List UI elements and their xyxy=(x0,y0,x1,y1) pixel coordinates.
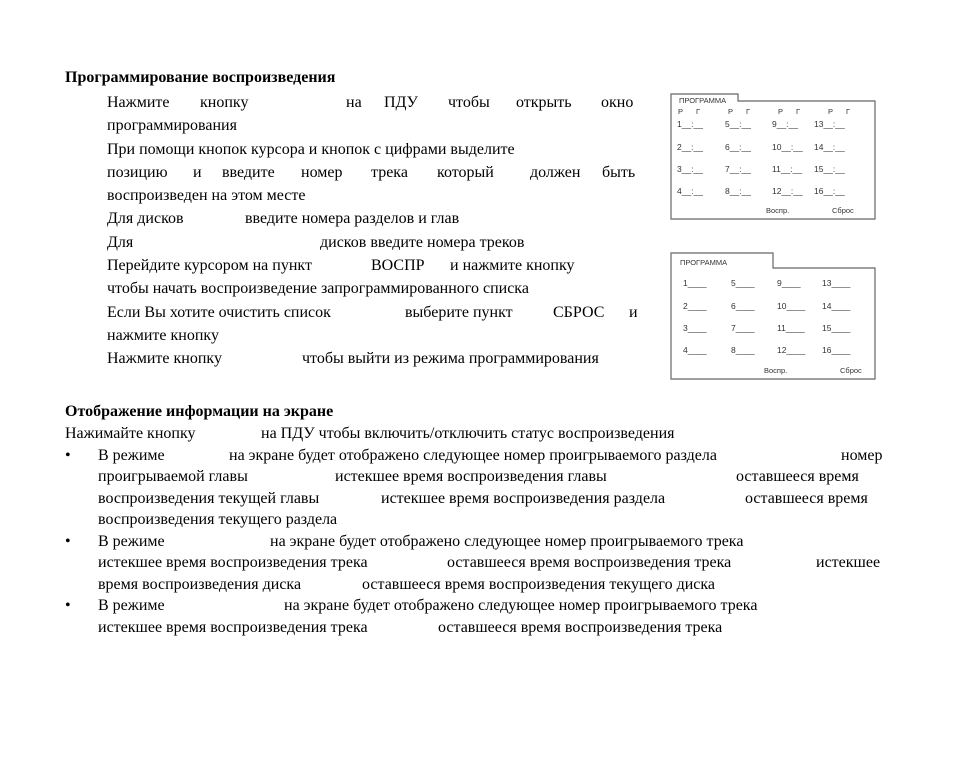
program-slot[interactable]: 4____ xyxy=(683,345,707,355)
info-line xyxy=(65,509,890,531)
info-text: на экране будет отображено следующее номер проигрываемого раздела xyxy=(229,446,717,464)
screen1-title: ПРОГРАММА xyxy=(679,96,727,105)
screen2-play-button[interactable]: Воспр. xyxy=(764,366,788,375)
instruction-text: Если Вы хотите очистить список xyxy=(107,303,331,321)
instruction-text: СБРОС xyxy=(553,303,605,321)
instruction-line xyxy=(107,231,639,254)
info-text: на экране будет отображено следующее номер проигрываемого трека xyxy=(284,597,758,614)
program-slot[interactable]: 14____ xyxy=(822,301,851,311)
program-slot[interactable]: 11__:__ xyxy=(772,164,803,174)
instruction-text: Нажмите кнопку xyxy=(107,350,222,368)
bullet-icon: • xyxy=(65,597,71,614)
info-text: номер xyxy=(841,446,883,464)
instruction-text: выберите пункт xyxy=(405,303,513,321)
program-slot[interactable]: 10__:__ xyxy=(772,142,803,152)
programming-instructions xyxy=(107,91,639,371)
instruction-text: Для xyxy=(107,233,134,251)
program-slot[interactable]: 8__:__ xyxy=(725,186,751,196)
screen1-play-button[interactable]: Воспр. xyxy=(766,206,790,215)
program-slot[interactable]: 2____ xyxy=(683,301,707,311)
info-text: оставшееся время воспроизведения трека xyxy=(438,618,723,636)
program-slot[interactable]: 8____ xyxy=(731,345,755,355)
program-slot[interactable]: 13____ xyxy=(822,278,851,288)
instruction-text: позицию xyxy=(107,163,168,181)
instruction-text: Для дисков xyxy=(107,210,184,228)
instruction-text: на xyxy=(346,94,362,111)
program-slot[interactable]: 2__:__ xyxy=(677,142,703,152)
column-header-label: Р xyxy=(678,107,684,116)
instruction-text: Нажмите xyxy=(107,94,170,111)
instruction-line xyxy=(107,324,639,347)
info-text: В режиме xyxy=(98,532,165,550)
program-screen-cd xyxy=(670,252,878,382)
info-line xyxy=(65,423,890,445)
info-text: Нажимайте кнопку xyxy=(65,425,196,442)
column-header-label: Р xyxy=(828,107,834,116)
instruction-text: который xyxy=(437,163,494,181)
info-line xyxy=(65,488,890,510)
instruction-text: и xyxy=(629,303,638,321)
program-slot[interactable]: 3____ xyxy=(683,323,707,333)
info-text: на ПДУ чтобы включить/отключить статус воспроизведения xyxy=(261,425,675,442)
program-slot[interactable]: 15__:__ xyxy=(814,164,845,174)
program-slot[interactable]: 7____ xyxy=(731,323,755,333)
instruction-text: введите xyxy=(222,163,275,181)
screen2-reset-button[interactable]: Сброс xyxy=(840,366,862,375)
instruction-line xyxy=(107,138,639,161)
section-heading-programming: Программирование воспроизведения xyxy=(65,69,336,86)
program-screen-dvd xyxy=(670,93,878,221)
program-slot[interactable]: 9____ xyxy=(777,278,801,288)
info-line xyxy=(65,466,890,488)
instruction-line xyxy=(107,277,639,300)
program-slot[interactable]: 9__:__ xyxy=(772,119,798,129)
program-slot[interactable]: 16____ xyxy=(822,345,851,355)
program-slot[interactable]: 11____ xyxy=(777,323,805,333)
bullet-icon: • xyxy=(65,532,71,550)
program-slot[interactable]: 13__:__ xyxy=(814,119,845,129)
instruction-text: программирования xyxy=(107,117,237,135)
instruction-line xyxy=(107,161,639,184)
program-slot[interactable]: 16__:__ xyxy=(814,186,845,196)
info-text: воспроизведения текущего раздела xyxy=(98,511,338,528)
instruction-line xyxy=(107,91,639,114)
instruction-line xyxy=(107,254,639,277)
bullet-icon: • xyxy=(65,446,71,464)
info-text: В режиме xyxy=(98,597,165,614)
screen1-reset-button[interactable]: Сброс xyxy=(832,206,854,215)
info-text: оставшееся время воспроизведения текущего диска xyxy=(362,575,715,593)
column-header-label: Р xyxy=(728,107,734,116)
info-text: проигрываемой главы xyxy=(98,468,248,485)
instruction-text: введите номера разделов и глав xyxy=(245,210,460,228)
info-line xyxy=(65,574,890,596)
info-text: истекшее время воспроизведения трека xyxy=(98,618,368,636)
instruction-text: и нажмите кнопку xyxy=(450,257,575,275)
info-text: В режиме xyxy=(98,446,165,464)
instruction-text: ВОСПР xyxy=(371,257,425,275)
instruction-text: ПДУ xyxy=(384,94,418,111)
info-text: оставшееся время xyxy=(745,489,868,507)
instruction-text: кнопку xyxy=(200,94,249,111)
column-header-label: Г xyxy=(746,107,751,116)
info-text: истекшее время воспроизведения трека xyxy=(98,554,368,571)
instruction-text: При помощи кнопок курсора и кнопок с цифрами выделите xyxy=(107,140,515,158)
info-text: оставшееся время xyxy=(736,468,859,485)
bullet-list-item xyxy=(65,531,890,553)
bullet-list-item xyxy=(65,445,890,467)
info-line xyxy=(65,552,890,574)
column-header-label: Г xyxy=(696,107,701,116)
instruction-line xyxy=(107,184,639,207)
program-slot[interactable]: 7__:__ xyxy=(725,164,751,174)
column-header-label: Г xyxy=(846,107,851,116)
section-heading-display-info: Отображение информации на экране xyxy=(65,403,334,420)
bullet-list-item xyxy=(65,595,890,617)
instruction-text: чтобы начать воспроизведение запрограммированного списка xyxy=(107,280,529,298)
instruction-line xyxy=(107,207,639,230)
instruction-text: открыть xyxy=(516,94,572,111)
program-slot[interactable]: 12____ xyxy=(777,345,806,355)
program-slot[interactable]: 6____ xyxy=(731,301,755,311)
program-slot[interactable]: 10____ xyxy=(777,301,806,311)
instruction-text: чтобы xyxy=(448,94,490,111)
info-text: истекшее время воспроизведения главы xyxy=(335,468,607,485)
program-slot[interactable]: 1__:__ xyxy=(677,119,703,129)
instruction-text: быть xyxy=(602,163,636,181)
program-slot[interactable]: 5____ xyxy=(731,278,755,288)
instruction-text: чтобы выйти из режима программирования xyxy=(302,350,599,368)
instruction-text: нажмите кнопку xyxy=(107,326,219,344)
program-slot[interactable]: 3__:__ xyxy=(677,164,703,174)
program-slot[interactable]: 5__:__ xyxy=(725,119,751,129)
info-text: истекшее время воспроизведения раздела xyxy=(381,489,666,507)
program-slot[interactable]: 14__:__ xyxy=(814,142,845,152)
instruction-line xyxy=(107,301,639,324)
instruction-text: трека xyxy=(371,163,408,181)
instruction-text: должен xyxy=(530,163,581,181)
instruction-text: Перейдите курсором на пункт xyxy=(107,257,312,275)
program-slot[interactable]: 1____ xyxy=(683,278,707,288)
info-text: время воспроизведения диска xyxy=(98,575,302,593)
instruction-text: номер xyxy=(301,163,343,181)
program-slot[interactable]: 15____ xyxy=(822,323,851,333)
instruction-text: воспроизведен на этом месте xyxy=(107,187,306,205)
info-text: воспроизведения текущей главы xyxy=(98,489,320,507)
program-slot[interactable]: 4__:__ xyxy=(677,186,703,196)
program-slot[interactable]: 12__:__ xyxy=(772,186,803,196)
column-header-label: Г xyxy=(796,107,801,116)
program-slot[interactable]: 6__:__ xyxy=(725,142,751,152)
instruction-line xyxy=(107,114,639,137)
info-line xyxy=(65,617,890,639)
info-text: истекшее xyxy=(816,554,881,571)
instruction-text: и xyxy=(193,163,202,181)
info-text: на экране будет отображено следующее номер проигрываемого трека xyxy=(270,532,744,550)
instruction-text: окно xyxy=(601,94,634,111)
display-info-text xyxy=(65,423,890,638)
instruction-text: дисков введите номера треков xyxy=(320,233,525,251)
screen2-title: ПРОГРАММА xyxy=(680,258,728,267)
column-header-label: Р xyxy=(778,107,784,116)
instruction-line xyxy=(107,347,639,370)
info-text: оставшееся время воспроизведения трека xyxy=(447,554,732,571)
